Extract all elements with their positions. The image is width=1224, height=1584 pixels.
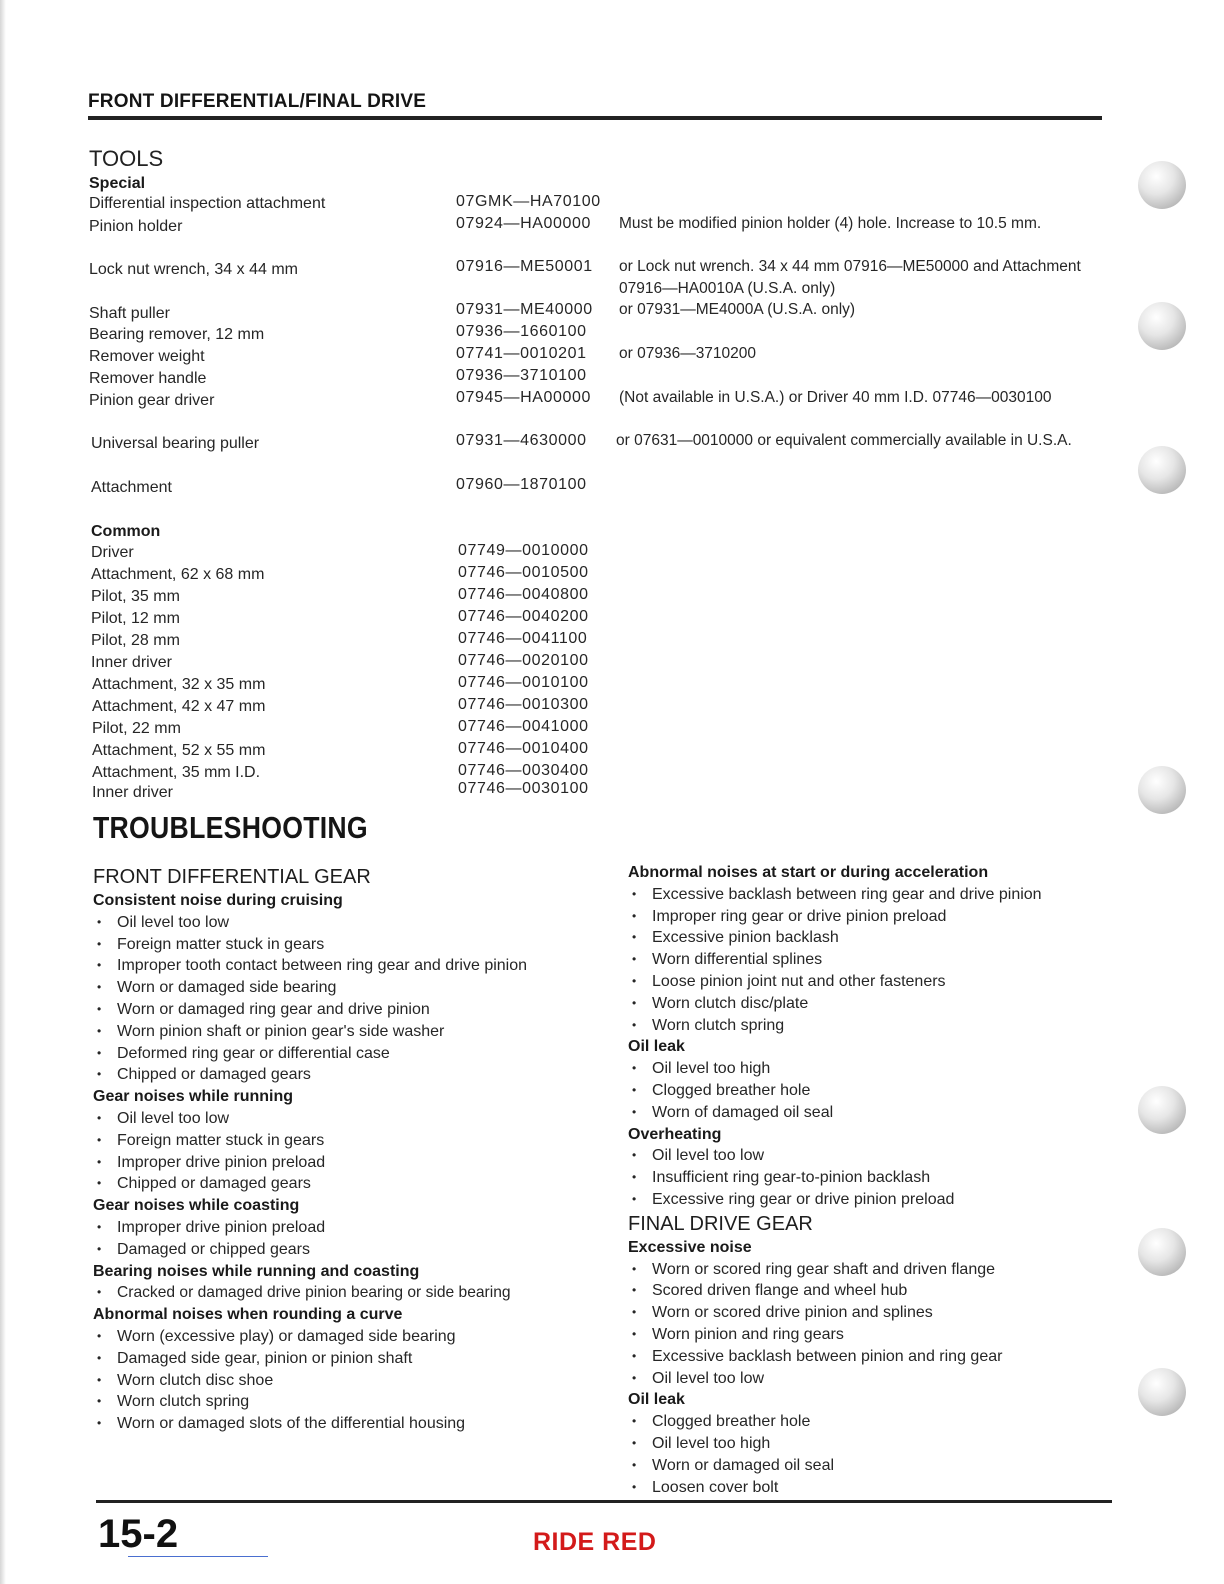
cause-item: • Worn or damaged ring gear and drive pinion bbox=[93, 999, 583, 1021]
tool-name: Pinion gear driver bbox=[89, 392, 215, 409]
tool-number: 07936—3710100 bbox=[456, 367, 587, 384]
cause-item: • Foreign matter stuck in gears bbox=[93, 934, 583, 956]
header-rule bbox=[88, 116, 1102, 120]
tool-name: Attachment bbox=[91, 479, 172, 496]
tool-note: (Not available in U.S.A.) or Driver 40 mm I.D. 07746—0030100 bbox=[619, 389, 1052, 406]
symptom-heading: Abnormal noises when rounding a curve bbox=[93, 1306, 403, 1324]
tool-number: 07746—0010500 bbox=[458, 564, 589, 581]
tool-name: Attachment, 42 x 47 mm bbox=[92, 698, 266, 715]
tool-note: or 07631—0010000 or equivalent commercially available in U.S.A. bbox=[616, 432, 1072, 449]
symptom-heading: Excessive noise bbox=[628, 1238, 752, 1256]
cause-item: • Deformed ring gear or differential case bbox=[93, 1043, 583, 1065]
tool-note: or 07931—ME4000A (U.S.A. only) bbox=[619, 301, 856, 318]
cause-item: • Worn or damaged side bearing bbox=[93, 977, 583, 999]
cause-item: • Chipped or damaged gears bbox=[93, 1173, 583, 1195]
front-differential-gear-title: FRONT DIFFERENTIAL GEAR bbox=[93, 866, 371, 888]
punch-hole bbox=[1138, 302, 1186, 350]
troubleshooting-left-column bbox=[93, 864, 583, 1435]
tool-name: Driver bbox=[91, 544, 134, 561]
cause-item: • Worn pinion and ring gears bbox=[628, 1324, 1118, 1346]
punch-hole bbox=[1138, 1228, 1186, 1276]
special-tools-label: Special bbox=[89, 175, 146, 192]
tool-name: Pilot, 22 mm bbox=[92, 720, 181, 737]
cause-item: • Oil level too low bbox=[628, 1368, 1118, 1390]
cause-item: • Oil level too low bbox=[93, 1108, 583, 1130]
cause-item: • Cracked or damaged drive pinion bearing or side bearing bbox=[93, 1282, 583, 1304]
cause-item: • Excessive backlash between ring gear and drive pinion bbox=[628, 884, 1118, 906]
page-number-underline bbox=[128, 1556, 268, 1557]
tool-name: Attachment, 32 x 35 mm bbox=[92, 676, 266, 693]
cause-item: • Insufficient ring gear-to-pinion backlash bbox=[628, 1167, 1118, 1189]
cause-item: • Chipped or damaged gears bbox=[93, 1064, 583, 1086]
cause-item: • Worn pinion shaft or pinion gear's side washer bbox=[93, 1021, 583, 1043]
cause-item: • Oil level too high bbox=[628, 1058, 1118, 1080]
tools-title: TOOLS bbox=[89, 146, 164, 171]
symptom-heading: Gear noises while coasting bbox=[93, 1197, 300, 1215]
cause-item: • Worn or scored ring gear shaft and driven flange bbox=[628, 1259, 1118, 1281]
cause-list bbox=[93, 1282, 583, 1304]
cause-list bbox=[93, 1217, 583, 1261]
cause-item: • Loosen cover bolt bbox=[628, 1477, 1118, 1499]
tool-number: 07931—ME40000 bbox=[456, 301, 593, 318]
cause-item: • Improper drive pinion preload bbox=[93, 1152, 583, 1174]
symptom-heading: Consistent noise during cruising bbox=[93, 892, 343, 909]
tool-name: Remover handle bbox=[89, 370, 207, 387]
symptom-heading: Oil leak bbox=[628, 1038, 685, 1056]
symptom-heading: Gear noises while running bbox=[93, 1088, 294, 1106]
tool-number: 07924—HA00000 bbox=[456, 215, 592, 232]
tool-name: Differential inspection attachment bbox=[89, 195, 326, 212]
cause-list bbox=[628, 1145, 1118, 1210]
tool-name: Remover weight bbox=[89, 348, 205, 365]
cause-item: • Worn differential splines bbox=[628, 949, 1118, 971]
tool-name: Attachment, 62 x 68 mm bbox=[91, 566, 265, 583]
brand-logo-text: RIDE RED bbox=[533, 1528, 657, 1556]
tool-name: Shaft puller bbox=[89, 305, 170, 322]
cause-item: • Excessive ring gear or drive pinion preload bbox=[628, 1189, 1118, 1211]
symptom-heading: Overheating bbox=[628, 1125, 722, 1143]
tool-name: Inner driver bbox=[92, 784, 173, 801]
tool-name: Attachment, 52 x 55 mm bbox=[92, 742, 266, 759]
tool-name: Pilot, 28 mm bbox=[91, 632, 180, 649]
tool-name: Attachment, 35 mm I.D. bbox=[92, 764, 261, 781]
tool-number: 07GMK—HA70100 bbox=[456, 193, 601, 210]
symptom-heading: Oil leak bbox=[628, 1391, 685, 1409]
cause-item: • Foreign matter stuck in gears bbox=[93, 1130, 583, 1152]
cause-item: • Improper tooth contact between ring gear and drive pinion bbox=[93, 955, 583, 977]
section-header-title: FRONT DIFFERENTIAL/FINAL DRIVE bbox=[88, 91, 427, 112]
footer-rule bbox=[96, 1500, 1112, 1503]
cause-list bbox=[628, 1259, 1118, 1390]
tool-number: 07746—0010300 bbox=[458, 696, 589, 713]
page-edge-shadow bbox=[0, 0, 6, 1584]
tool-number: 07746—0030400 bbox=[458, 762, 589, 779]
cause-item: • Scored driven flange and wheel hub bbox=[628, 1280, 1118, 1302]
tool-name: Inner driver bbox=[91, 654, 172, 671]
cause-item: • Improper drive pinion preload bbox=[93, 1217, 583, 1239]
cause-list bbox=[628, 1058, 1118, 1123]
common-tools-label: Common bbox=[91, 523, 161, 540]
cause-item: • Worn or damaged slots of the differential housing bbox=[93, 1413, 583, 1435]
tool-number: 07746—0040800 bbox=[458, 586, 589, 603]
cause-item: • Worn of damaged oil seal bbox=[628, 1102, 1118, 1124]
cause-item: • Excessive backlash between pinion and ring gear bbox=[628, 1346, 1118, 1368]
tool-note: or Lock nut wrench. 34 x 44 mm 07916—ME50000 and Attachment 07916—HA0010A (U.S.A. only) bbox=[619, 258, 1081, 297]
cause-item: • Oil level too low bbox=[93, 912, 583, 934]
tool-number: 07936—1660100 bbox=[456, 323, 587, 340]
tool-name: Bearing remover, 12 mm bbox=[89, 326, 265, 343]
cause-item: • Excessive pinion backlash bbox=[628, 927, 1118, 949]
troubleshooting-right-column bbox=[628, 862, 1118, 1498]
tool-number: 07916—ME50001 bbox=[456, 258, 593, 275]
cause-list bbox=[628, 1411, 1118, 1498]
page-number: 15-2 bbox=[98, 1512, 179, 1556]
cause-list bbox=[93, 1326, 583, 1435]
cause-item: • Clogged breather hole bbox=[628, 1080, 1118, 1102]
cause-list bbox=[628, 884, 1118, 1037]
cause-item: • Loose pinion joint nut and other fasteners bbox=[628, 971, 1118, 993]
tool-note: or 07936—3710200 bbox=[619, 345, 757, 362]
symptom-heading: Bearing noises while running and coasting bbox=[93, 1262, 420, 1280]
tool-number: 07741—0010201 bbox=[456, 345, 587, 362]
tool-number: 07746—0041000 bbox=[458, 718, 589, 735]
tool-name: Pilot, 35 mm bbox=[91, 588, 180, 605]
final-drive-gear-title: FINAL DRIVE GEAR bbox=[628, 1212, 813, 1235]
tool-number: 07746—0010400 bbox=[458, 740, 589, 757]
tool-name: Pilot, 12 mm bbox=[91, 610, 180, 627]
tool-number: 07746—0010100 bbox=[458, 674, 589, 691]
cause-item: • Worn clutch spring bbox=[93, 1391, 583, 1413]
tool-number: 07931—4630000 bbox=[456, 432, 587, 449]
punch-hole bbox=[1138, 1368, 1186, 1416]
tool-number: 07746—0041100 bbox=[458, 630, 588, 647]
punch-hole bbox=[1138, 161, 1186, 209]
cause-item: • Damaged or chipped gears bbox=[93, 1239, 583, 1261]
cause-item: • Oil level too high bbox=[628, 1433, 1118, 1455]
cause-item: • Oil level too low bbox=[628, 1145, 1118, 1167]
tool-number: 07746—0020100 bbox=[458, 652, 589, 669]
cause-item: • Worn clutch disc/plate bbox=[628, 993, 1118, 1015]
cause-item: • Worn or scored drive pinion and splines bbox=[628, 1302, 1118, 1324]
cause-item: • Improper ring gear or drive pinion preload bbox=[628, 906, 1118, 928]
tool-number: 07746—0030100 bbox=[458, 780, 589, 797]
tool-number: 07749—0010000 bbox=[458, 542, 589, 559]
tool-note: Must be modified pinion holder (4) hole. Increase to 10.5 mm. bbox=[619, 215, 1042, 232]
cause-item: • Worn or damaged oil seal bbox=[628, 1455, 1118, 1477]
punch-hole bbox=[1138, 1086, 1186, 1134]
cause-item: • Worn clutch disc shoe bbox=[93, 1370, 583, 1392]
tool-name: Universal bearing puller bbox=[91, 435, 260, 452]
cause-item: • Worn (excessive play) or damaged side bearing bbox=[93, 1326, 583, 1348]
tool-number: 07960—1870100 bbox=[456, 476, 587, 493]
cause-item: • Damaged side gear, pinion or pinion shaft bbox=[93, 1348, 583, 1370]
cause-item: • Worn clutch spring bbox=[628, 1015, 1118, 1037]
punch-hole bbox=[1138, 766, 1186, 814]
tool-name: Lock nut wrench, 34 x 44 mm bbox=[89, 261, 298, 278]
tool-name: Pinion holder bbox=[89, 218, 183, 235]
cause-list bbox=[93, 912, 583, 1086]
cause-list bbox=[93, 1108, 583, 1195]
cause-item: • Clogged breather hole bbox=[628, 1411, 1118, 1433]
tool-number: 07945—HA00000 bbox=[456, 389, 592, 406]
symptom-heading: Abnormal noises at start or during acceleration bbox=[628, 864, 989, 881]
tool-number: 07746—0040200 bbox=[458, 608, 589, 625]
punch-hole bbox=[1138, 446, 1186, 494]
troubleshooting-title: TROUBLESHOOTING bbox=[93, 810, 368, 845]
